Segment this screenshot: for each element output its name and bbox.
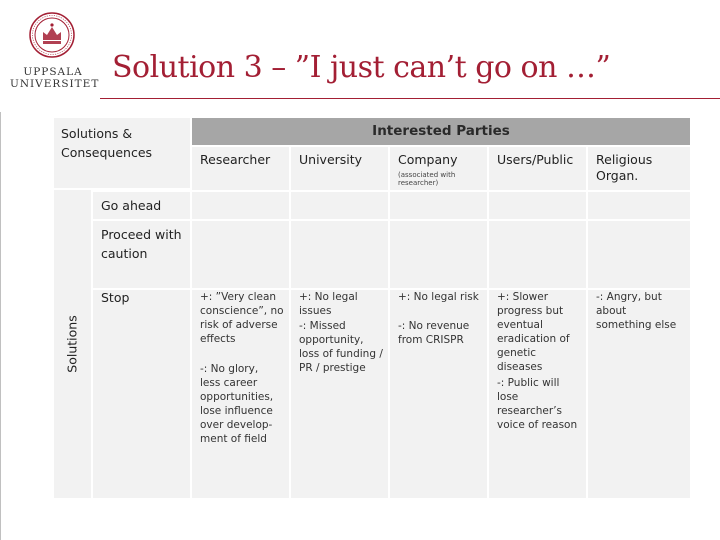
left-margin-line	[0, 112, 1, 540]
table-cell	[192, 221, 289, 288]
consequence-con: -: No glory, less career opportunities, lose influence over develop-ment of field	[200, 363, 274, 445]
column-header-company	[390, 147, 487, 190]
title-divider	[100, 98, 720, 99]
column-header-researcher	[192, 147, 289, 190]
row-label: Go ahead	[101, 198, 162, 213]
row-label-proceed-with-caution	[93, 221, 190, 288]
consequence-con: -: Angry, but about something else	[596, 291, 677, 331]
corner-cell	[54, 118, 190, 188]
consequence-pro: +: Slower progress but eventual eradication of genetic diseases	[497, 291, 570, 373]
stop-university-cell	[291, 290, 388, 498]
slide-title: Solution 3 – ”I just can’t go on …”	[112, 50, 611, 85]
consequence-pro: +: No legal risk	[398, 291, 479, 303]
consequence-con: -: No revenue from CRISPR	[398, 320, 470, 346]
stop-company-cell	[390, 290, 487, 498]
table-cell	[291, 192, 388, 219]
column-header-label: Company	[398, 152, 458, 167]
column-header-label: Users/Public	[497, 152, 574, 167]
column-header-university	[291, 147, 388, 190]
column-header-religious-organ	[588, 147, 690, 190]
university-seal-icon	[29, 12, 75, 58]
consequence-pro: +: ”Very clean conscience”, no risk of adverse effects	[200, 291, 284, 345]
stop-researcher-cell	[192, 290, 289, 498]
consequence-con: -: Public will lose researcher’s voice of reason	[497, 377, 578, 431]
consequence-con: -: Missed opportunity, loss of funding / PR / prestige	[299, 320, 383, 374]
column-header-label: University	[299, 152, 363, 167]
table-cell	[390, 221, 487, 288]
column-header-label: Researcher	[200, 152, 271, 167]
row-label: Proceed with caution	[101, 227, 182, 261]
solutions-side-label-cell	[54, 190, 91, 498]
column-header-note: (associated with researcher)	[398, 171, 456, 187]
table-cell	[588, 192, 690, 219]
logo-line-1: UPPSALA	[23, 66, 83, 78]
parties-header	[192, 118, 690, 145]
table-cell	[192, 192, 289, 219]
university-logo	[10, 12, 100, 98]
parties-header-label: Interested Parties	[372, 123, 510, 139]
logo-line-2: UNIVERSITET	[10, 78, 100, 90]
table-cell	[291, 221, 388, 288]
column-header-users-public	[489, 147, 586, 190]
stop-religious-organ-cell	[588, 290, 690, 498]
stop-users-public-cell	[489, 290, 586, 498]
consequence-pro: +: No legal issues	[299, 291, 358, 317]
corner-label: Solutions & Consequences	[61, 126, 153, 160]
row-label-go-ahead	[93, 192, 190, 219]
row-label: Stop	[101, 290, 130, 305]
row-label-stop	[93, 290, 190, 498]
solutions-side-label: Solutions	[64, 315, 80, 373]
table-cell	[588, 221, 690, 288]
solutions-table	[54, 118, 690, 498]
table-cell	[390, 192, 487, 219]
column-header-label: Religious Organ.	[596, 152, 653, 183]
table-cell	[489, 221, 586, 288]
table-cell	[489, 192, 586, 219]
